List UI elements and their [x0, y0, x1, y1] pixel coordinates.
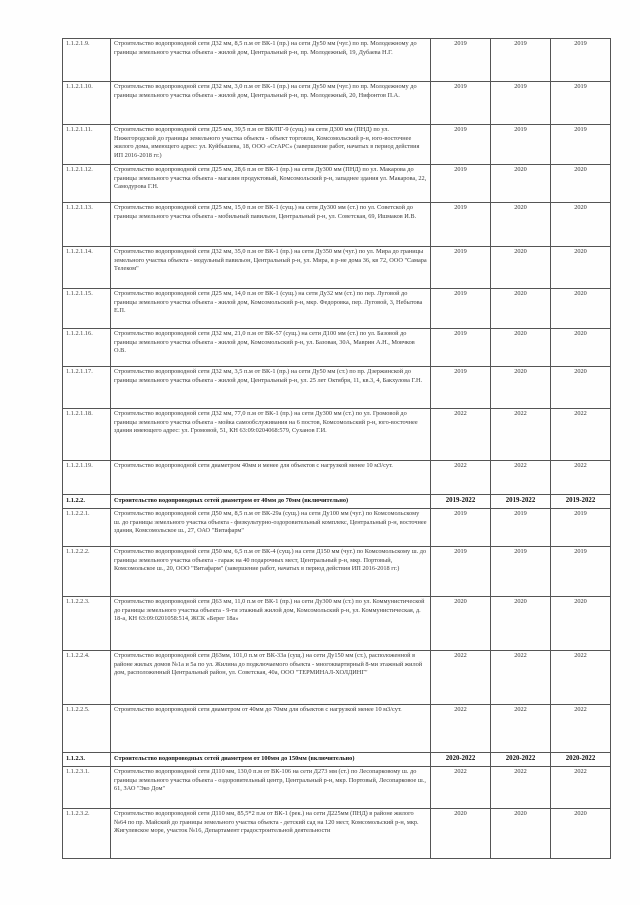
table-row — [63, 705, 611, 753]
end-year-cell: 2020 — [491, 247, 551, 289]
row-description-cell: Строительство водопроводной сети Д25 мм, 39,5 п.м от ВК/ПГ-9 (сущ.) на сети Д300 мм (ПНД) по ул. Нижегородской до границы земельного участка объекта - объект торговли, Комсомольский р-н, юго-восточнее жилого дома, имеющего адрес: ул. Куйбышева, 18, ООО «СтАРС» (завершение работ, начатых в период действия ИП 2016-2018 гг.) — [111, 125, 431, 165]
period-year-cell: 2020 — [551, 165, 611, 203]
row-description-cell: Строительство водопроводной сети Д32 мм, 21,0 п.м от ВК-57 (сущ.) на сети Д100 мм (ст.) по ул. Базовой до границы земельного участка объекта - жилой дом, Комсомольский р-н, ул. Базовая, 30А, Маврин А.Н., Мовчков О.В. — [111, 329, 431, 367]
section-row — [63, 495, 611, 509]
start-year-cell: 2022 — [431, 651, 491, 705]
row-description-cell: Строительство водопроводной сети Д110 мм, 85,5*2 п.м от ВК-1 (рек.) на сети Д225мм (ПНД) в районе жилого №64 по пр. Майский до границы земельного участка объекта - детский сад на 120 мест, Комсомольский р-н, мкр. Жигулевское море, участок №16, Департамент градостроительной деятельности — [111, 809, 431, 859]
start-year-cell: 2019 — [431, 165, 491, 203]
period-year-cell: 2020 — [551, 809, 611, 859]
row-description-cell: Строительство водопроводной сети Д32 мм, 77,0 п.м от ВК-1 (пр.) на сети Ду300 мм (ст.) по ул. Громовой до границы земельного участка объекта - мойка самообслуживания на 6 постов, Комсомольский р-н, юго-восточнее здания имеющего адрес: ул. Громовой, 51, КН 63:09:0204068:579, Суханов Г.И. — [111, 409, 431, 461]
period-year-cell: 2022 — [551, 461, 611, 495]
end-year-cell: 2020 — [491, 165, 551, 203]
period-year-cell: 2020 — [551, 203, 611, 247]
start-year-cell: 2020 — [431, 809, 491, 859]
row-description-cell: Строительство водопроводной сети Д110 мм, 130,0 п.м от ВК-106 на сети Д273 мм (ст.) по Лесопарковому ш. до границы земельного участка объекта - оздоровительный центр, Центральный р-н, мкр. Портовый, Лесопарковое ш., 61, ЗАО "Эко Дом" — [111, 767, 431, 809]
end-year-cell: 2019 — [491, 125, 551, 165]
row-description-cell: Строительство водопроводной сети Д50 мм, 8,5 п.м от ВК-29а (сущ.) на сети Ду100 мм (чуг.) по Комсомольскому ш. до границы земельного участка объекта - физкультурно-оздоровительный комплекс, Центральный р-н, восточнее здания, Комсомольское ш., 27, ОАО "Витафарм" — [111, 509, 431, 547]
start-year-cell: 2019-2022 — [431, 495, 491, 509]
row-number-cell: 1.1.2.2.2. — [63, 547, 111, 597]
end-year-cell: 2019 — [491, 82, 551, 125]
table-row — [63, 509, 611, 547]
period-year-cell: 2019 — [551, 39, 611, 82]
row-number-cell: 1.1.2.3. — [63, 753, 111, 767]
table-row — [63, 82, 611, 125]
period-year-cell: 2020 — [551, 289, 611, 329]
row-description-cell: Строительство водопроводной сети Д25 мм, 14,0 п.м от ВК-1 (сущ.) на сети Ду32 мм (ст.) по пер. Луговой до границы земельного участка объекта - жилой дом, Комсомольский р-н, мкр. Федоровка, пер. Луговой, 3, Небытова Е.П. — [111, 289, 431, 329]
row-number-cell: 1.1.2.1.17. — [63, 367, 111, 409]
period-year-cell: 2022 — [551, 409, 611, 461]
start-year-cell: 2022 — [431, 409, 491, 461]
table-row — [63, 809, 611, 859]
table-row — [63, 461, 611, 495]
table-row — [63, 409, 611, 461]
end-year-cell: 2020 — [491, 367, 551, 409]
end-year-cell: 2022 — [491, 461, 551, 495]
start-year-cell: 2022 — [431, 767, 491, 809]
end-year-cell: 2020-2022 — [491, 753, 551, 767]
row-description-cell: Строительство водопроводной сети Д63 мм, 11,0 п.м от ВК-1 (пр.) на сети Ду300 мм (ст.) по ул. Коммунистической до границы земельного участка объекта - 9-ти этажный жилой дом, Комсомольский р-н, ул. Коммунистическая, д. 18-а, КН 63:09:0201058:514, ЖСК «Берег 18а» — [111, 597, 431, 651]
end-year-cell: 2022 — [491, 767, 551, 809]
period-year-cell: 2019 — [551, 125, 611, 165]
period-year-cell: 2019 — [551, 82, 611, 125]
period-year-cell: 2020-2022 — [551, 753, 611, 767]
table-row — [63, 651, 611, 705]
row-number-cell: 1.1.2.1.13. — [63, 203, 111, 247]
period-year-cell: 2019-2022 — [551, 495, 611, 509]
end-year-cell: 2019-2022 — [491, 495, 551, 509]
row-description-cell: Строительство водопроводной сети Д25 мм, 15,0 п.м от ВК-1 (сущ.) на сети Ду300 мм (ст.) по ул. Советской до границы земельного участка объекта - мобильный павильон, Центральный р-н, ул. Советская, 69, Ишмаков И.В. — [111, 203, 431, 247]
start-year-cell: 2019 — [431, 509, 491, 547]
start-year-cell: 2019 — [431, 125, 491, 165]
end-year-cell: 2020 — [491, 809, 551, 859]
row-number-cell: 1.1.2.1.9. — [63, 39, 111, 82]
row-description-cell: Строительство водопроводной сети Д25 мм, 28,6 п.м от ВК-1 (пр.) на сети Ду300 мм (ПНД) по ул. Макарова до границы земельного участка объекта - магазин продуктовый, Комсомольский р-н, западнее здания ул. Макарова, 22, Самодурова Г.Н. — [111, 165, 431, 203]
end-year-cell: 2019 — [491, 509, 551, 547]
start-year-cell: 2019 — [431, 367, 491, 409]
row-number-cell: 1.1.2.2.4. — [63, 651, 111, 705]
start-year-cell: 2022 — [431, 461, 491, 495]
plan-table-body — [63, 39, 611, 859]
table-row — [63, 597, 611, 651]
start-year-cell: 2022 — [431, 705, 491, 753]
row-description-cell: Строительство водопроводной сети Д63мм, 101,0 п.м от ВК-33а (сущ.) на сети Ду150 мм (ст.), расположенной в районе жилых домов №1а и 5а по ул. Жилина до подключаемого объекта - многоквартирный 8-ми этажный жилой дом, расположенный Центральный район, ул. Советская, 40а, ООО "ТЕРМИНАЛ-ХОЛДИНГ" — [111, 651, 431, 705]
table-row — [63, 767, 611, 809]
row-number-cell: 1.1.2.1.18. — [63, 409, 111, 461]
plan-table — [62, 38, 611, 859]
start-year-cell: 2020-2022 — [431, 753, 491, 767]
end-year-cell: 2020 — [491, 289, 551, 329]
row-description-cell: Строительство водопроводной сети диаметром от 40мм до 70мм для объектов с нагрузкой менее 10 м3/сут. — [111, 705, 431, 753]
end-year-cell: 2020 — [491, 203, 551, 247]
row-number-cell: 1.1.2.1.10. — [63, 82, 111, 125]
row-description-cell: Строительство водопроводных сетей диаметром от 100мм до 150мм (включительно) — [111, 753, 431, 767]
period-year-cell: 2019 — [551, 547, 611, 597]
row-number-cell: 1.1.2.1.19. — [63, 461, 111, 495]
start-year-cell: 2019 — [431, 247, 491, 289]
table-row — [63, 247, 611, 289]
end-year-cell: 2022 — [491, 705, 551, 753]
period-year-cell: 2020 — [551, 597, 611, 651]
row-description-cell: Строительство водопроводной сети Д32 мм, 8,5 п.м от ВК-1 (пр.) на сети Ду50 мм (чуг.) по пр. Молодежному до границы земельного участка объекта - жилой дом, Центральный р-н, пр. Молодежный, 19, Дубаева Н.Г. — [111, 39, 431, 82]
period-year-cell: 2019 — [551, 509, 611, 547]
end-year-cell: 2019 — [491, 547, 551, 597]
row-number-cell: 1.1.2.3.2. — [63, 809, 111, 859]
row-number-cell: 1.1.2.1.16. — [63, 329, 111, 367]
table-row — [63, 367, 611, 409]
row-number-cell: 1.1.2.2.5. — [63, 705, 111, 753]
row-description-cell: Строительство водопроводной сети Д32 мм, 3,5 п.м от ВК-1 (пр.) на сети Ду50 мм (ст.) по пр. Дзержинской до границы земельного участка объекта - жилой дом, Центральный р-н, ул. 25 лет Октября, 11, кв.3, 4, Бакхулова Г.Н. — [111, 367, 431, 409]
table-row — [63, 203, 611, 247]
end-year-cell: 2020 — [491, 329, 551, 367]
table-row — [63, 165, 611, 203]
row-number-cell: 1.1.2.1.14. — [63, 247, 111, 289]
end-year-cell: 2022 — [491, 651, 551, 705]
start-year-cell: 2019 — [431, 82, 491, 125]
row-number-cell: 1.1.2.2.3. — [63, 597, 111, 651]
period-year-cell: 2020 — [551, 329, 611, 367]
start-year-cell: 2020 — [431, 597, 491, 651]
table-row — [63, 289, 611, 329]
row-description-cell: Строительство водопроводной сети Д50 мм, 6,5 п.м от ВК-4 (сущ.) на сети Д150 мм (чуг.) по Комсомольскому ш. до границы земельного участка объекта - гараж на 40 подарочных мест, Центральный р-н, мкр. Портовый, Комсомольское ш., 20, ООО "Витафарм" (завершение работ, начатых в период действия ИП 2016-2018 гг.) — [111, 547, 431, 597]
period-year-cell: 2022 — [551, 705, 611, 753]
table-row — [63, 125, 611, 165]
start-year-cell: 2019 — [431, 547, 491, 597]
row-number-cell: 1.1.2.1.15. — [63, 289, 111, 329]
row-number-cell: 1.1.2.1.12. — [63, 165, 111, 203]
end-year-cell: 2020 — [491, 597, 551, 651]
row-description-cell: Строительство водопроводной сети Д32 мм, 35,0 п.м от ВК-1 (пр.) на сети Ду350 мм (чуг.) по ул. Мира до границы земельного участка объекта - модульный павильон, Центральный р-н, ул. Мира, в р-не дома 36, кв 72, ООО "Самара Телеком" — [111, 247, 431, 289]
row-description-cell: Строительство водопроводной сети Д32 мм, 3,0 п.м от ВК-1 (пр.) на сети Ду50 мм (чуг.) по пр. Молодежному до границы земельного участка объекта - жилой дом, Центральный р-н, пр. Молодежный, 20, Нифонтов П.А. — [111, 82, 431, 125]
period-year-cell: 2020 — [551, 247, 611, 289]
table-row — [63, 39, 611, 82]
period-year-cell: 2022 — [551, 651, 611, 705]
start-year-cell: 2019 — [431, 289, 491, 329]
table-row — [63, 547, 611, 597]
row-number-cell: 1.1.2.2. — [63, 495, 111, 509]
period-year-cell: 2020 — [551, 367, 611, 409]
start-year-cell: 2019 — [431, 203, 491, 247]
row-number-cell: 1.1.2.1.11. — [63, 125, 111, 165]
row-number-cell: 1.1.2.2.1. — [63, 509, 111, 547]
start-year-cell: 2019 — [431, 329, 491, 367]
row-description-cell: Строительство водопроводной сети диаметром 40мм и менее для объектов с нагрузкой менее 10 м3/сут. — [111, 461, 431, 495]
start-year-cell: 2019 — [431, 39, 491, 82]
table-row — [63, 329, 611, 367]
end-year-cell: 2019 — [491, 39, 551, 82]
row-number-cell: 1.1.2.3.1. — [63, 767, 111, 809]
row-description-cell: Строительство водопроводных сетей диаметром от 40мм до 70мм (включительно) — [111, 495, 431, 509]
end-year-cell: 2022 — [491, 409, 551, 461]
section-row — [63, 753, 611, 767]
period-year-cell: 2022 — [551, 767, 611, 809]
